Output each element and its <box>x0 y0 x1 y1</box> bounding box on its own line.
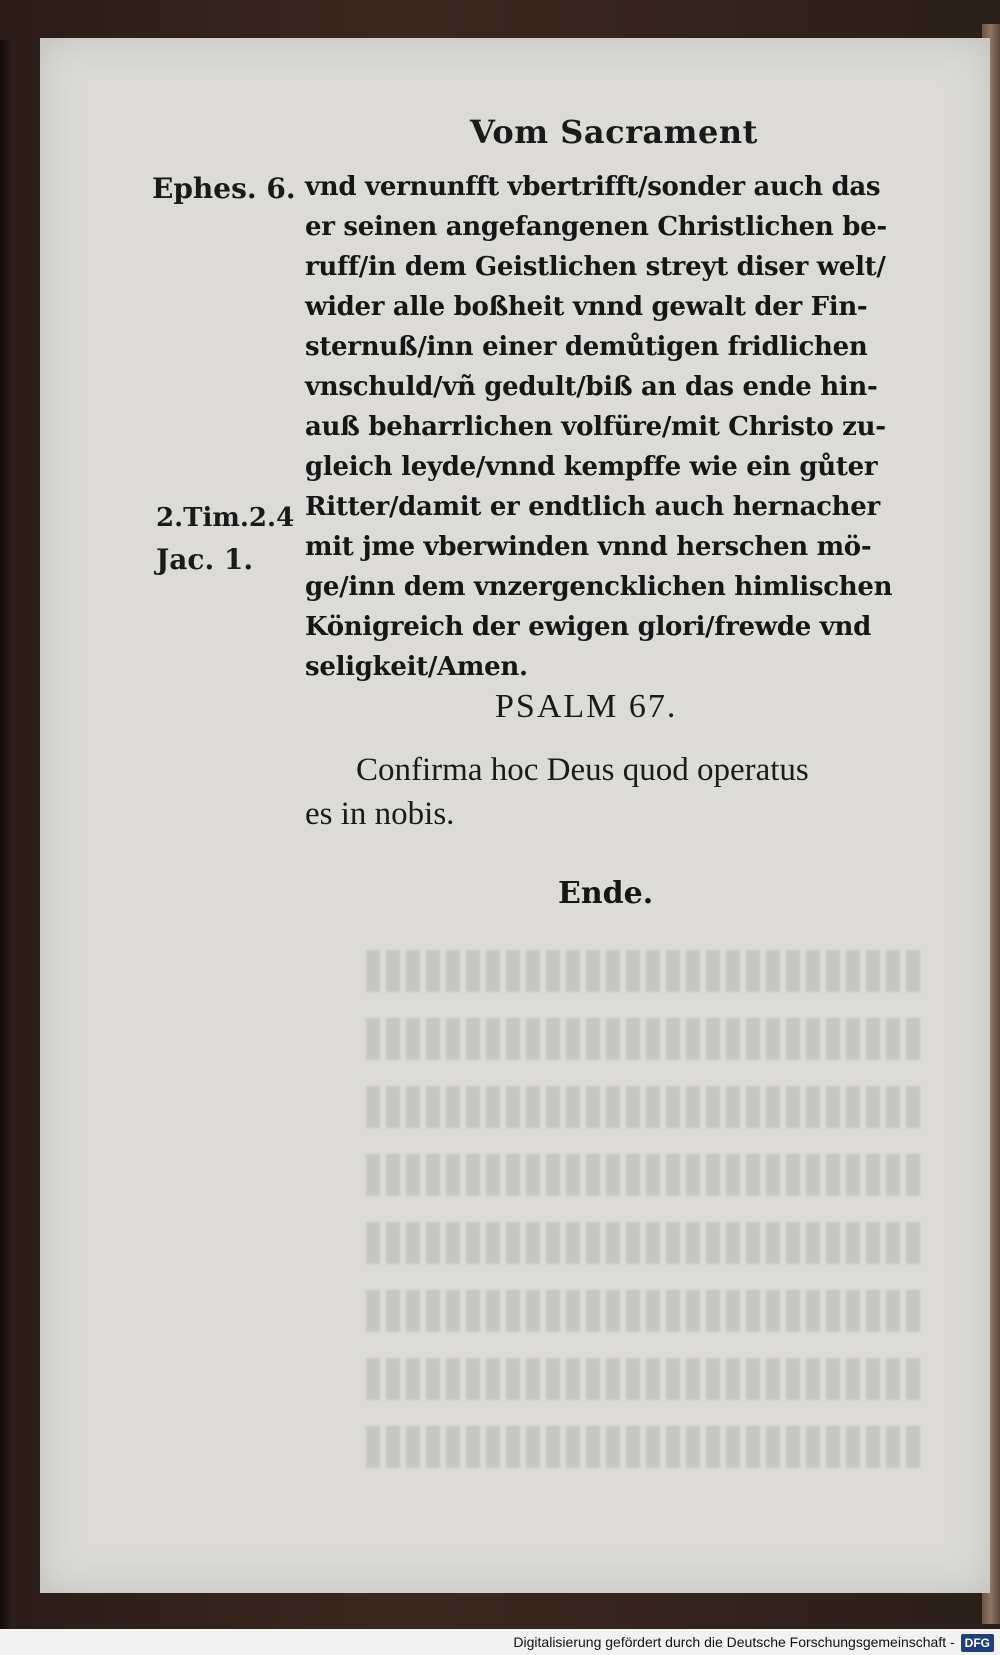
text-line: auß beharrlichen volfüre/mit Christo zu- <box>305 412 886 442</box>
text-line: Königreich der ewigen glori/frewde vnd <box>305 612 872 642</box>
margin-note-tim: 2.Tim.2.4 <box>156 503 295 533</box>
book-edge-left <box>0 40 14 1630</box>
book-page <box>40 38 990 1593</box>
text-line: seligkeit/Amen. <box>305 652 528 682</box>
footer-credit: Digitalisierung gefördert durch die Deutsche Forschungsgemeinschaft - <box>513 1634 955 1650</box>
text-line: wider alle boßheit vnnd gewalt der Fin- <box>305 292 868 322</box>
text-line: ge/inn dem vnzergencklichen himlischen <box>305 572 893 602</box>
running-head: Vom Sacrament <box>470 113 758 151</box>
show-through-text <box>360 938 920 1482</box>
closing-word: Ende. <box>558 876 654 911</box>
text-line: ruff/in dem Geistlichen streyt diser welt/ <box>305 252 886 282</box>
psalm-verse-line-2: es in nobis. <box>305 796 455 832</box>
text-line: sternuß/inn einer demůtigen fridlichen <box>305 332 868 362</box>
text-line: er seinen angefangenen Christlichen be- <box>305 212 887 242</box>
footer-bar <box>0 1629 1000 1655</box>
text-line: gleich leyde/vnnd kempffe wie ein gůter <box>305 452 878 482</box>
text-line: Ritter/damit er endtlich auch hernacher <box>305 492 880 522</box>
dfg-logo-icon: DFG <box>961 1634 994 1652</box>
psalm-title: PSALM 67. <box>495 688 678 725</box>
body-text <box>305 167 925 687</box>
margin-note-jac: Jac. 1. <box>156 543 254 576</box>
psalm-verse-line-1: Confirma hoc Deus quod operatus <box>356 752 809 788</box>
text-line: vnd vernunfft vbertrifft/sonder auch das <box>305 172 881 202</box>
margin-note-ephes: Ephes. 6. <box>152 172 296 205</box>
text-line: mit jme vberwinden vnnd herschen mö- <box>305 532 872 562</box>
text-line: vnschuld/vñ gedult/biß an das ende hin- <box>305 372 878 402</box>
